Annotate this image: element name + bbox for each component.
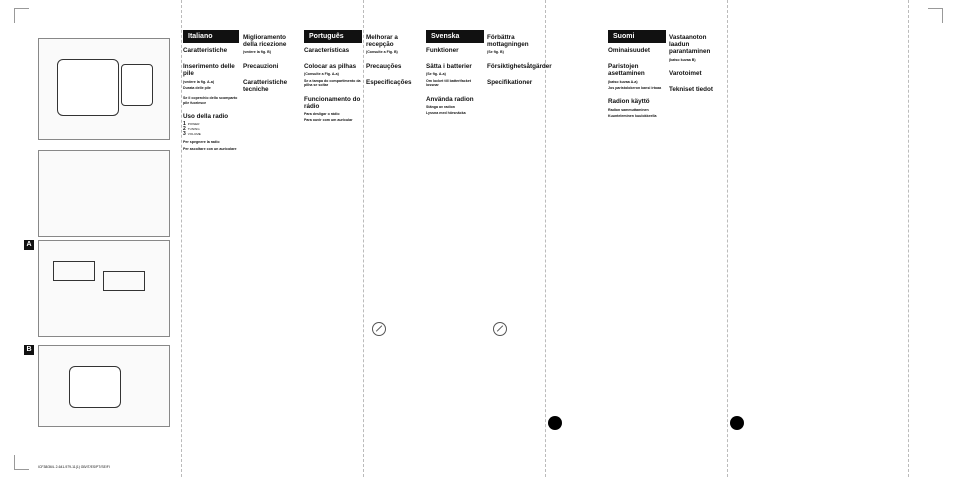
crop-mark [14,8,29,23]
fold-line [363,0,364,477]
italian-column-2 [243,30,301,470]
sv-features-heading: Funktioner [426,47,459,54]
figure-label-a: A [24,240,34,250]
fold-line [545,0,546,477]
radio-side-figure [38,150,170,237]
portuguese-column-2 [366,30,424,470]
sv-operation-heading: Använda radion [426,95,474,103]
pt-precautions-heading: Precauções [366,62,402,70]
no-battery-icon [493,322,507,336]
fi-battery-heading: Paristojen asettaminen [608,63,645,78]
specifications-heading: Caratteristiche tecniche [243,79,288,94]
fi-precautions-heading: Varotoimet [669,70,702,78]
pt-specifications-heading: Especificações [366,79,412,87]
battery-figure [38,240,170,337]
reception-heading: Miglioramento della ricezione [243,34,287,49]
sv-reception-heading: Förbättra mottagningen [487,34,529,49]
swedish-column-2 [487,30,552,470]
fold-line [727,0,728,477]
fold-line [181,0,182,477]
operation-steps: 1 POWER 2 TUNING 3 VOLUME [183,121,201,138]
recycle-icon [730,416,744,430]
fold-line [908,0,909,477]
fi-reception-subheading: (katso kuvaa B) [669,57,696,62]
pt-earphone-heading: Para ouvir com um auricular [304,118,353,123]
sv-battery-heading: Sätta i batterier [426,63,472,71]
pt-battery-cover-heading: Se a tampa do compartimento da pilha se soltar [304,78,361,88]
finnish-column-1 [608,30,666,470]
fi-specifications-heading: Tekniset tiedot [669,86,713,94]
fi-turn-off-heading: Radion sammuttaminen [608,107,649,112]
italian-band: Italiano [183,30,239,43]
antenna-figure [38,345,170,427]
pt-turn-off-heading: Para desligar o rádio [304,112,340,117]
pt-battery-subheading: (Consulte a Fig. A-a) [304,72,339,77]
swedish-column-1 [426,30,484,470]
battery-heading: Inserimento delle pile [183,63,235,78]
sv-earphone-heading: Lyssna med hörsnäcka [426,111,466,116]
earphone-heading: Per ascoltare con un auricolare [183,146,237,151]
finnish-column-2 [669,30,727,470]
sv-turn-off-heading: Stänga av radion [426,104,455,109]
battery-cover-heading: Se il coperchio dello scomparto pile fuoriesce [183,96,238,105]
sv-specifications-heading: Specifikationer [487,79,533,87]
no-battery-icon [372,322,386,336]
fi-features-heading: Ominaisuudet [608,47,650,54]
pt-reception-subheading: (Consulte a Fig. B) [366,50,398,55]
sv-battery-cover-heading: Om locket till batterifacket lossnar [426,78,471,88]
pt-reception-heading: Melhorar a recepção [366,34,398,49]
crop-mark [14,455,29,470]
crop-mark [928,8,943,23]
battery-subheading: (vedere la fig. A-a) [183,79,215,84]
radio-front-figure [38,38,170,140]
recycle-icon [548,416,562,430]
operation-heading: Uso della radio [183,113,229,121]
sv-precautions-heading: Försiktighetsåtgärder [487,62,552,70]
fi-earphone-heading: Kuunteleminen kuulokkeella [608,114,657,119]
italian-column-1 [183,30,239,470]
reception-subheading: (vedere la fig. B) [243,50,271,55]
fi-operation-heading: Radion käyttö [608,98,650,106]
turn-off-heading: Per spegnere la radio [183,140,220,145]
portuguese-column-1 [304,30,362,470]
sv-battery-subheading: (Se fig. A-a) [426,72,446,77]
portuguese-band: Português [304,30,362,43]
pt-operation-heading: Funcionamento do rádio [304,95,361,110]
pt-features-heading: Características [304,47,350,54]
fi-battery-cover-heading: Jos paristolokeron kansi irtoaa [608,86,662,91]
precautions-heading: Precauzioni [243,62,279,70]
features-heading: Caratteristiche [183,47,228,54]
swedish-band: Svenska [426,30,484,43]
fi-reception-heading: Vastaanoton laadun parantaminen [669,34,711,56]
document-code: ICF38/36/L 2-641-979-11(1) GB/IT/ES/PT/SE/FI [38,465,110,469]
finnish-band: Suomi [608,30,666,43]
sv-reception-subheading: (Se fig. B) [487,50,504,55]
pt-battery-heading: Colocar as pilhas [304,63,357,71]
figure-label-b: B [24,345,34,355]
battery-life-heading: Durata delle pile [183,86,211,91]
fi-battery-subheading: (katso kuvaa A-a) [608,79,638,84]
